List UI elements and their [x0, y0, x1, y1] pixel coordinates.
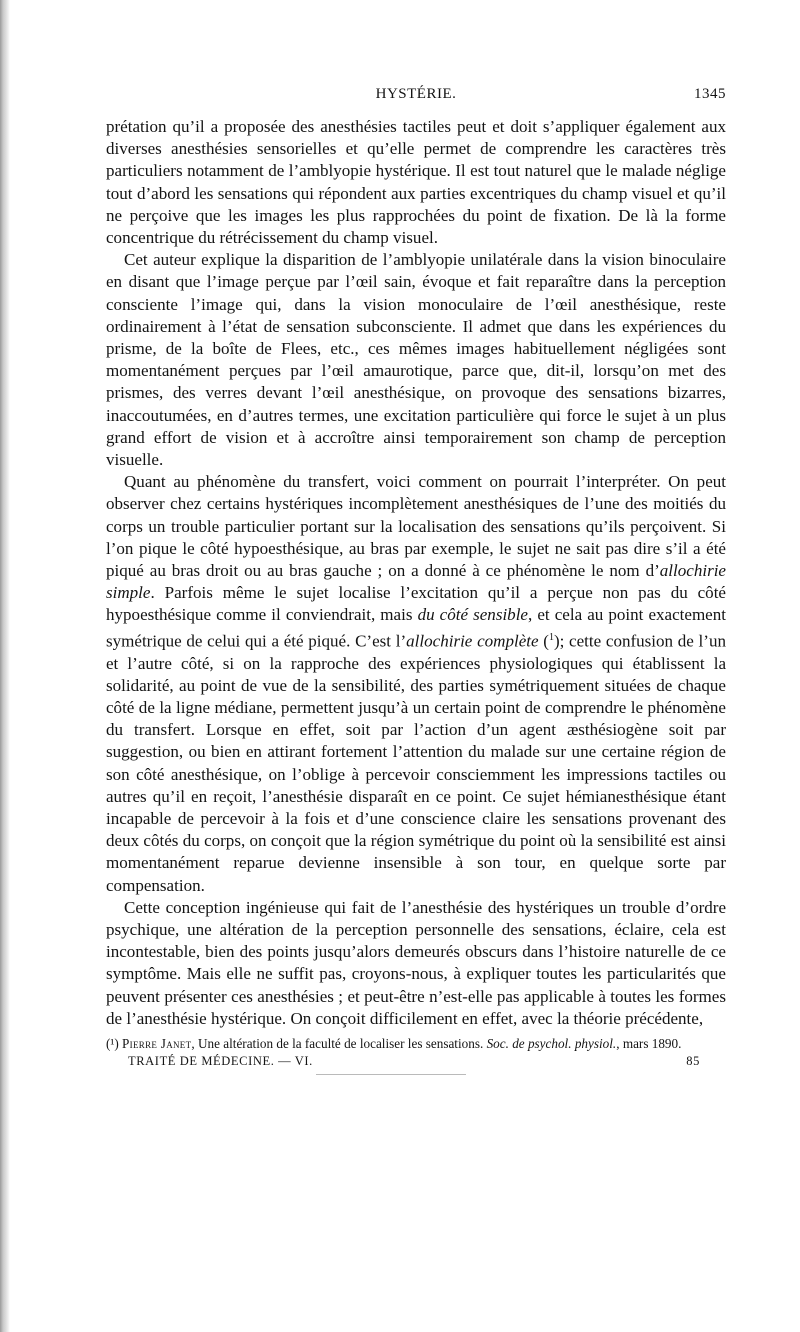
signature-title: TRAITÉ DE MÉDECINE. — VI. — [128, 1053, 313, 1068]
paragraph — [106, 249, 726, 471]
text-run: ( — [538, 631, 549, 651]
text-run: ); cette confusion de l’un et l’autre côté, si on la rapproche des expériences physiologiques qui établissent la solidarité, au point de vue de la sensibilité, des parties symétriquement situées de chaque côté de la ligne médiane, permettent jusqu’à un certain point de comprendre le phénomène du transfert. Lorsque en effet, soit par l’action d’un agent æsthésiogène soit par suggestion, ou bien en attirant fortement l’attention du malade sur une certaine région de son côté anesthésique, on l’oblige à percevoir consciemment les impressions tactiles ou autres qu’il en reçoit, l’anesthésie disparaît en ce point. Ce sujet hémianesthésique étant incapable de percevoir à la fois et d’une conscience claire les sensations provenant des deux côtés du corps, on conçoit que la région symétrique du point où la sensibilité est ainsi momentanément reparue devienne insensible à son tour, en quelque sorte par compensation. — [106, 631, 726, 895]
footnote-author: Pierre Janet — [122, 1036, 192, 1051]
text-run: Cet auteur explique la disparition de l’amblyopie unilatérale dans la vision binoculaire en disant que l’image perçue par l’œil sain, évoque et fait reparaître dans la perception consciente l’image qui, dans la vision monoculaire de l’œil anesthésique, reste ordinairement à l’état de sensation subconsciente. Il admet que dans les expériences du prisme, de la boîte de Flees, etc., ces mêmes images habituellement négligées sont momentanément perçues par l’œil amaurotique, parce que, dit-il, lorsqu’on met des prismes, des verres devant l’œil anesthésique, on provoque des sensations bizarres, inaccoutumées, en d’autres termes, une excitation particulière qui force le sujet à un plus grand effort de vision et à accroître ainsi temporairement son champ de perception visuelle. — [106, 250, 726, 470]
italic-term: du côté sensible — [417, 605, 528, 625]
scan-edge-shadow — [0, 0, 10, 1332]
footnote-marker: (¹) — [106, 1036, 119, 1051]
paragraph — [106, 897, 726, 1030]
paragraph — [106, 116, 726, 249]
body-text — [106, 116, 726, 1030]
signature-rule — [316, 1074, 466, 1075]
page-number: 1345 — [694, 86, 726, 102]
paragraph — [106, 471, 726, 897]
italic-term: allochirie simple — [106, 561, 726, 603]
signature-number: 85 — [686, 1053, 700, 1068]
italic-term: allochirie complète — [406, 631, 539, 651]
text-run: Quant au phénomène du transfert, voici comment on pourrait l’interpréter. On peut observer chez certains hystériques incomplètement anesthésiques de l’une des moitiés du corps un trouble particulier portant sur la localisation des sensations qu’ils perçoivent. Si l’on pique le côté hypoesthésique, au bras par exemple, le sujet ne sait pas dire s’il a été piqué au bras droit ou au bras gauche ; on a donné à ce phénomène le nom d’ — [106, 472, 726, 581]
footnote-date: , mars 1890. — [616, 1036, 682, 1051]
text-run: prétation qu’il a proposée des anesthésies tactiles peut et doit s’appliquer également aux diverses anesthésies sensorielles et qu’elle permet de comprendre les caractères très particuliers notamment de l’amblyopie hystérique. Il est tout naturel que le malade néglige tout d’abord les sensations qui répondent aux parties excentriques du champ visuel et qu’il ne perçoive que les images les plus rapprochées du point de fixation. De là la forme concentrique du rétrécissement du champ visuel. — [106, 117, 726, 248]
footnote-journal: Soc. de psychol. physiol. — [486, 1036, 617, 1051]
text-run: . Parfois même le sujet localise l’excitation qu’il a perçue non pas du côté hypoesthésique comme il conviendrait, mais — [106, 583, 726, 625]
text-run: , et cela au point exactement symétrique de celui qui a été piqué. C’est l’ — [106, 605, 726, 651]
footnote-text: , Une altération de la faculté de localiser les sensations. — [191, 1036, 487, 1051]
footnote — [106, 1036, 726, 1053]
footnote-ref: 1 — [548, 631, 554, 643]
running-head-title: HYSTÉRIE. — [375, 86, 457, 102]
signature-line — [106, 1054, 726, 1072]
book-page — [106, 86, 726, 1072]
text-run: Cette conception ingénieuse qui fait de l’anesthésie des hystériques un trouble d’ordre psychique, une altération de la perception personnelle des sensations, éclaire, cela est incontestable, bien des points jusqu’alors demeurés obscurs dans l’histoire naturelle de ce symptôme. Mais elle ne suffit pas, croyons-nous, à expliquer toutes les particularités que peuvent présenter ces anesthésies ; et peut-être n’est-elle pas applicable à toutes les formes de l’anesthésie hystérique. On conçoit difficilement en effet, avec la théorie précédente, — [106, 897, 726, 1028]
running-head — [106, 86, 726, 110]
